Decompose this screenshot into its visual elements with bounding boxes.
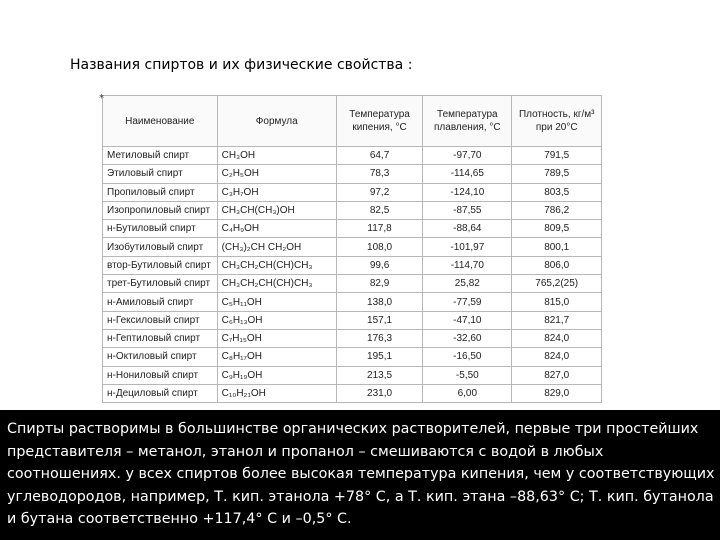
- table-row: [103, 384, 602, 402]
- table-row: [103, 311, 602, 329]
- cell-formula: CH₃OH: [217, 147, 336, 165]
- table-row: [103, 348, 602, 366]
- cell-name: н-Амиловый спирт: [103, 293, 218, 311]
- cell-name: н-Гексиловый спирт: [103, 311, 218, 329]
- table-row: [103, 147, 602, 165]
- header-formula: Формула: [217, 96, 336, 147]
- table-row: [103, 220, 602, 238]
- cell-boiling-point: 82,5: [336, 201, 422, 219]
- cell-formula: C₁₀H₂₁OH: [217, 384, 336, 402]
- table-header-row: [103, 96, 602, 147]
- cell-boiling-point: 78,3: [336, 165, 422, 183]
- table-row: [103, 201, 602, 219]
- cell-melting-point: -114,70: [423, 256, 512, 274]
- cell-melting-point: 25,82: [423, 275, 512, 293]
- cell-density: 824,0: [512, 348, 602, 366]
- cell-density: 827,0: [512, 366, 602, 384]
- cell-name: Пропиловый спирт: [103, 183, 218, 201]
- cell-formula: C₅H₁₁OH: [217, 293, 336, 311]
- cell-density: 800,1: [512, 238, 602, 256]
- table-row: [103, 293, 602, 311]
- cell-formula: C₃H₇OH: [217, 183, 336, 201]
- cell-formula: CH₃CH₂CH(CH)CH₃: [217, 256, 336, 274]
- cell-boiling-point: 108,0: [336, 238, 422, 256]
- cell-formula: C₂H₅OH: [217, 165, 336, 183]
- cell-formula: C₆H₁₃OH: [217, 311, 336, 329]
- table-body: [103, 147, 602, 403]
- cell-melting-point: -77,59: [423, 293, 512, 311]
- table-row: [103, 165, 602, 183]
- cell-density: 824,0: [512, 329, 602, 347]
- cell-density: 815,0: [512, 293, 602, 311]
- cell-boiling-point: 176,3: [336, 329, 422, 347]
- cell-boiling-point: 195,1: [336, 348, 422, 366]
- cell-name: Изобутиловый спирт: [103, 238, 218, 256]
- cell-density: 786,2: [512, 201, 602, 219]
- cell-boiling-point: 82,9: [336, 275, 422, 293]
- cell-name: н-Гептиловый спирт: [103, 329, 218, 347]
- header-boiling-point: Температура кипения, °С: [336, 96, 422, 147]
- cell-formula: CH₃CH₂CH(CH)CH₃: [217, 275, 336, 293]
- cell-melting-point: -97,70: [423, 147, 512, 165]
- cell-name: трет-Бутиловый спирт: [103, 275, 218, 293]
- cell-density: 803,5: [512, 183, 602, 201]
- cell-density: 806,0: [512, 256, 602, 274]
- cell-density: 809,5: [512, 220, 602, 238]
- cell-name: втор-Бутиловый спирт: [103, 256, 218, 274]
- table-row: [103, 256, 602, 274]
- header-melting-point: Температура плавления, °С: [423, 96, 512, 147]
- cell-melting-point: -16,50: [423, 348, 512, 366]
- header-density: Плотность, кг/м³ при 20°С: [512, 96, 602, 147]
- cell-boiling-point: 117,8: [336, 220, 422, 238]
- cell-melting-point: -101,97: [423, 238, 512, 256]
- cell-melting-point: -32,60: [423, 329, 512, 347]
- cell-formula: C₈H₁₇OH: [217, 348, 336, 366]
- cell-density: 821,7: [512, 311, 602, 329]
- table-row: [103, 329, 602, 347]
- cell-name: н-Дециловый спирт: [103, 384, 218, 402]
- cell-boiling-point: 157,1: [336, 311, 422, 329]
- cell-melting-point: -5,50: [423, 366, 512, 384]
- cell-name: н-Бутиловый спирт: [103, 220, 218, 238]
- table-row: [103, 366, 602, 384]
- table-corner-mark: *: [99, 93, 104, 104]
- cell-boiling-point: 213,5: [336, 366, 422, 384]
- cell-boiling-point: 97,2: [336, 183, 422, 201]
- cell-density: 789,5: [512, 165, 602, 183]
- table-row: [103, 238, 602, 256]
- cell-melting-point: -87,55: [423, 201, 512, 219]
- cell-name: н-Нониловый спирт: [103, 366, 218, 384]
- cell-formula: C₇H₁₅OH: [217, 329, 336, 347]
- cell-name: Метиловый спирт: [103, 147, 218, 165]
- cell-formula: C₉H₁₉OH: [217, 366, 336, 384]
- cell-name: н-Октиловый спирт: [103, 348, 218, 366]
- cell-boiling-point: 99,6: [336, 256, 422, 274]
- header-name: Наименование: [103, 96, 218, 147]
- cell-density: 829,0: [512, 384, 602, 402]
- table-row: [103, 275, 602, 293]
- alcohols-properties-table: [102, 95, 602, 403]
- cell-name: Этиловый спирт: [103, 165, 218, 183]
- cell-boiling-point: 231,0: [336, 384, 422, 402]
- cell-formula: CH₃CH(CH₃)OH: [217, 201, 336, 219]
- caption-text: Спирты растворимы в большинстве органических растворителей, первые три простейших представителя – метанол, этанол и пропанол – смешиваются с водой в любых соотношениях. у всех спиртов более высокая температура кипения, чем у соответствующих углеводородов, например, Т. кип. этанола +78° С, а Т. кип. этана –88,63° С; Т. кип. бутанола и бутана соответственно +117,4° С и –0,5° С.: [7, 421, 715, 527]
- cell-formula: (CH₃)₂CH CH₂OH: [217, 238, 336, 256]
- cell-melting-point: 6,00: [423, 384, 512, 402]
- cell-formula: C₄H₉OH: [217, 220, 336, 238]
- cell-melting-point: -124,10: [423, 183, 512, 201]
- cell-name: Изопропиловый спирт: [103, 201, 218, 219]
- cell-boiling-point: 138,0: [336, 293, 422, 311]
- table-row: [103, 183, 602, 201]
- alcohols-table-wrapper: [99, 93, 602, 403]
- cell-density: 791,5: [512, 147, 602, 165]
- slide-title: Названия спиртов и их физические свойства :: [70, 57, 413, 73]
- cell-melting-point: -114,65: [423, 165, 512, 183]
- cell-density: 765,2(25): [512, 275, 602, 293]
- cell-melting-point: -47,10: [423, 311, 512, 329]
- cell-boiling-point: 64,7: [336, 147, 422, 165]
- cell-melting-point: -88,64: [423, 220, 512, 238]
